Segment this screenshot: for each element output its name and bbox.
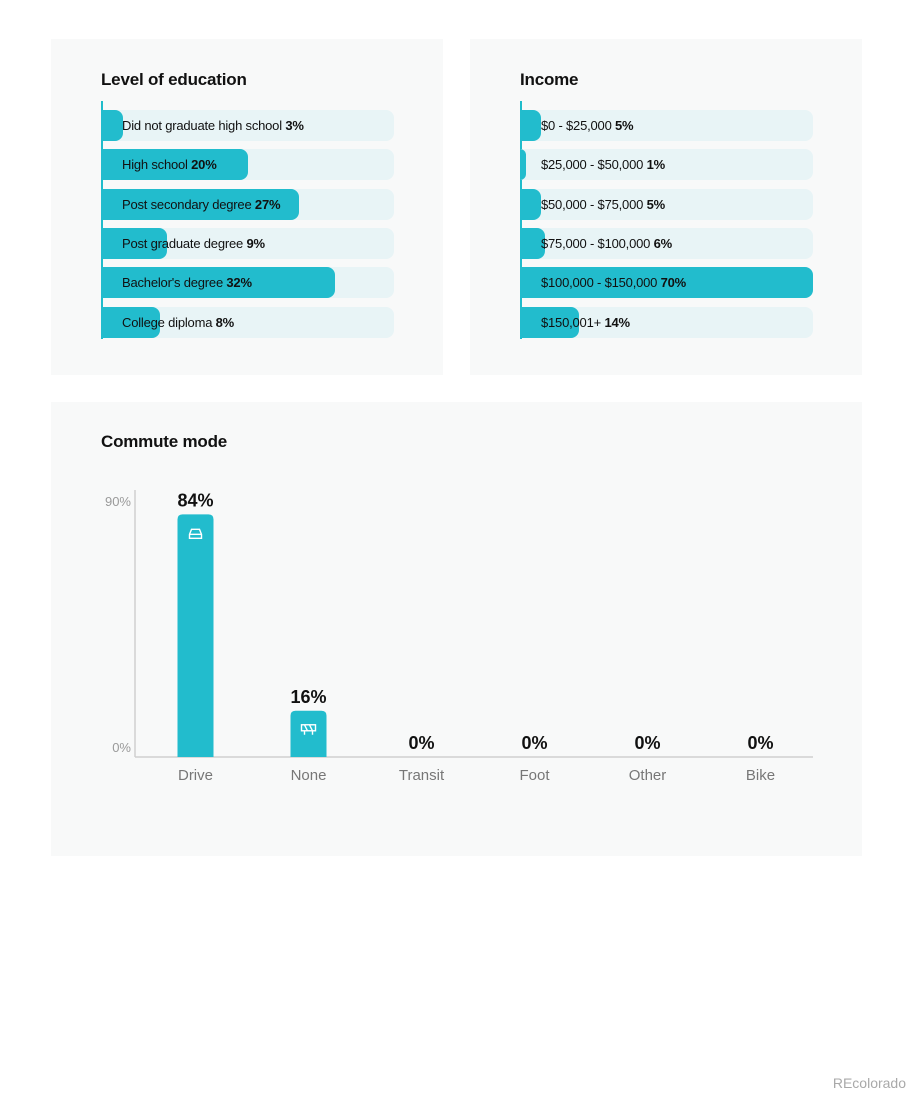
commute-bar (291, 711, 327, 757)
education-category-label: Post graduate degree (122, 235, 244, 251)
education-category-label: High school (122, 157, 188, 173)
income-card (470, 39, 862, 375)
education-category-label: Bachelor's degree (122, 275, 223, 291)
income-category-label: $0 - $25,000 (541, 118, 612, 133)
income-bar-row (520, 267, 813, 298)
income-bar-label (541, 110, 633, 141)
education-category-label: Did not graduate high school (122, 118, 282, 133)
education-bar-row (101, 267, 394, 298)
education-bar-label (122, 110, 304, 141)
education-bar-label (122, 307, 234, 338)
income-bar-label (541, 149, 665, 180)
commute-category-label: Bike (745, 767, 776, 784)
education-bar-row (101, 149, 394, 180)
commute-category-label: None (290, 767, 327, 784)
commute-bar-chart (51, 402, 862, 856)
income-value-label: 6% (653, 235, 672, 251)
education-bar-label (122, 149, 217, 180)
commute-title: Commute mode (101, 432, 228, 451)
education-category-label: Post secondary degree (122, 196, 252, 212)
education-value-label: 3% (285, 118, 304, 133)
income-bar-label (541, 228, 672, 259)
education-bar-label (122, 267, 252, 298)
commute-value-label: 84% (177, 490, 214, 511)
income-category-label: $150,001+ (541, 314, 602, 330)
education-value-label: 8% (215, 314, 235, 330)
income-bar-fill (520, 189, 541, 220)
income-category-label: $100,000 - $150,000 (541, 275, 658, 291)
commute-value-label: 0% (747, 733, 774, 753)
income-bar-row (520, 189, 813, 220)
commute-value-label: 16% (290, 686, 327, 707)
income-value-label: 14% (604, 314, 630, 330)
income-bar-row (520, 228, 813, 259)
education-value-label: 27% (254, 196, 281, 212)
income-value-label: 5% (615, 118, 634, 133)
commute-card (51, 402, 862, 856)
education-bar-row (101, 307, 394, 338)
education-category-label: College diploma (122, 314, 213, 330)
education-card (51, 39, 443, 375)
education-bar-row (101, 228, 394, 259)
education-value-label: 9% (246, 235, 265, 251)
income-bar-fill (520, 110, 541, 141)
commute-value-label: 0% (408, 733, 435, 753)
income-bar-fill (520, 149, 526, 180)
education-bar-label (122, 189, 280, 220)
education-value-label: 32% (226, 275, 252, 291)
income-bar-label (541, 267, 686, 298)
y-tick-label: 90% (104, 494, 131, 509)
income-bar-row (520, 149, 813, 180)
income-value-label: 5% (646, 196, 665, 212)
commute-category-label: Drive (177, 767, 214, 784)
education-title: Level of education (101, 70, 247, 89)
commute-bar (178, 514, 214, 757)
brand-watermark: REcolorado (832, 1075, 906, 1091)
income-value-label: 70% (660, 275, 687, 291)
education-bar-row (101, 110, 394, 141)
income-title: Income (520, 70, 579, 89)
commute-value-label: 0% (634, 733, 661, 753)
income-bar-row (520, 307, 813, 338)
income-bar-row (520, 110, 813, 141)
income-value-label: 1% (646, 157, 665, 173)
income-category-label: $25,000 - $50,000 (541, 157, 644, 173)
y-tick-label: 0% (112, 740, 131, 755)
commute-value-label: 0% (521, 733, 548, 753)
education-bar-label (122, 228, 265, 259)
income-category-label: $75,000 - $100,000 (541, 235, 651, 251)
income-category-label: $50,000 - $75,000 (541, 196, 644, 212)
commute-category-label: Transit (398, 767, 445, 784)
education-bar-row (101, 189, 394, 220)
commute-category-label: Other (628, 767, 667, 784)
education-value-label: 20% (191, 157, 217, 173)
income-bar-label (541, 189, 665, 220)
education-bar-fill (101, 110, 123, 141)
income-bar-label (541, 307, 630, 338)
commute-category-label: Foot (519, 767, 550, 784)
